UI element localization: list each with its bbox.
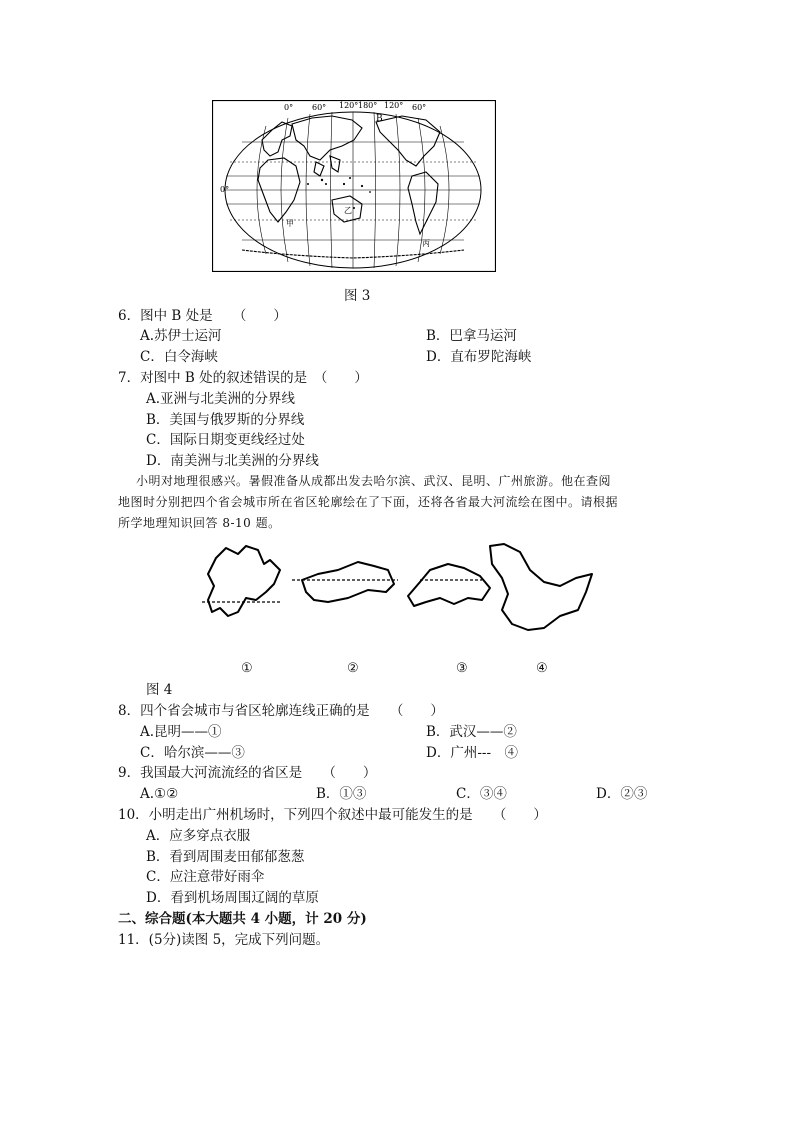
figure3-caption: 图 3 [344,288,371,304]
province-outline-2 [302,562,394,602]
province-outline-3 [408,564,490,606]
point-b-label: B [376,114,383,124]
q6-stem: 6．图中 B 处是 （ ） [118,308,287,324]
lat-label-0: 0° [220,185,230,194]
q8-option-c: C．哈尔滨——③ [140,745,245,761]
q8-stem: 8．四个省会城市与省区轮廓连线正确的是 （ ） [118,703,444,719]
label-yi: 乙 [344,206,352,215]
q11-stem: 11．(5分)读图 5，完成下列问题。 [118,932,330,948]
province-label-2: ② [347,661,359,676]
q8-option-b: B．武汉——② [426,724,517,740]
q9-option-c: C．③④ [456,786,507,802]
province-label-3: ③ [456,661,468,676]
lon-label-60e: 60° [412,103,427,112]
lon-label-180: 180° [358,101,378,110]
q6-option-d: D．直布罗陀海峡 [426,349,532,365]
q9-option-a: A.①② [140,786,179,802]
province-outlines-figure [198,540,598,635]
province-label-1: ① [241,661,253,676]
q6-option-c: C．白令海峡 [140,349,218,365]
q7-option-a: A.亚洲与北美洲的分界线 [146,391,296,407]
section2-title: 二、综合题(本大题共 4 小题，计 20 分) [118,911,367,927]
q10-option-c: C．应注意带好雨伞 [146,869,265,885]
q10-option-b: B．看到周围麦田郁郁葱葱 [146,849,305,865]
q8-option-d: D．广州--- ④ [426,745,519,761]
q6-option-b: B．巴拿马运河 [426,328,517,344]
label-bing: 丙 [422,239,430,248]
q10-option-a: A．应多穿点衣服 [146,828,251,844]
q7-option-c: C．国际日期变更线经过处 [146,432,305,448]
lon-label-0: 0° [284,103,294,112]
province-label-4: ④ [536,661,548,676]
q6-option-a: A.苏伊士运河 [140,328,222,344]
q9-option-b: B．①③ [316,786,367,802]
q7-option-d: D．南美洲与北美洲的分界线 [146,453,319,469]
lon-label-120w: 120° [339,101,359,110]
passage-line-3: 所学地理知识回答 8-10 题。 [118,516,281,530]
lon-label-60w: 60° [312,103,327,112]
q9-option-d: D．②③ [596,786,648,802]
q8-option-a: A.昆明——① [140,724,222,740]
lon-label-120e: 120° [384,101,404,110]
figure4-caption: 图 4 [146,682,173,698]
label-jia: 甲 [286,219,294,228]
passage-line-1: 小明对地理很感兴。暑假准备从成都出发去哈尔滨、武汉、昆明、广州旅游。他在查阅 [136,474,612,488]
q9-stem: 9．我国最大河流流经的省区是 （ ） [118,765,377,781]
q7-option-b: B．美国与俄罗斯的分界线 [146,412,305,428]
province-outline-1 [208,546,280,616]
province-outline-4 [490,544,592,630]
q10-option-d: D．看到机场周围辽阔的草原 [146,890,319,906]
passage-line-2: 地图时分别把四个省会城市所在省区轮廓绘在了下面，还将各省最大河流绘在图中。请根据 [118,495,619,509]
world-map-figure [212,100,496,272]
q7-stem: 7．对图中 B 处的叙述错误的是 （ ） [118,370,368,386]
q10-stem: 10．小明走出广州机场时，下列四个叙述中最可能发生的是 （ ） [118,807,547,823]
reading-passage [118,471,678,534]
